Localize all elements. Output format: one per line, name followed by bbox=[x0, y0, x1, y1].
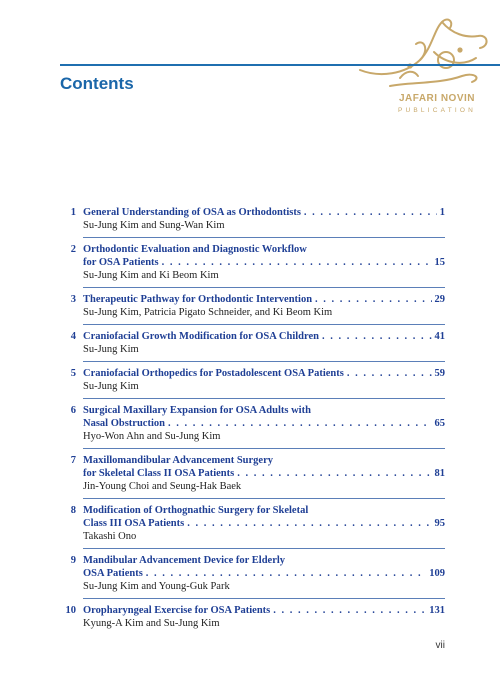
chapter-page-number[interactable]: 65 bbox=[434, 418, 445, 429]
chapter-page-number[interactable]: 29 bbox=[434, 294, 445, 305]
chapter-title-text[interactable]: Maxillomandibular Advancement Surgery bbox=[83, 455, 273, 466]
chapter-title-text[interactable]: Craniofacial Orthopedics for Postadolescent OSA Patients bbox=[83, 368, 344, 379]
dot-leader bbox=[273, 604, 426, 617]
chapter-authors: Jin-Young Choi and Seung-Hak Baek bbox=[83, 481, 242, 492]
chapter-title-line[interactable] bbox=[83, 256, 445, 269]
entry-divider bbox=[83, 398, 445, 399]
dot-leader bbox=[162, 256, 432, 269]
chapter-authors: Su-Jung Kim and Ki Beom Kim bbox=[83, 270, 219, 281]
dot-leader bbox=[146, 567, 426, 580]
chapter-title-text[interactable]: OSA Patients bbox=[83, 568, 143, 579]
chapter-title-text[interactable]: Nasal Obstruction bbox=[83, 418, 165, 429]
logo-title: JAFARI NOVIN bbox=[398, 93, 475, 104]
chapter-authors: Su-Jung Kim and Sung-Wan Kim bbox=[83, 220, 225, 231]
chapter-title-line[interactable] bbox=[83, 467, 445, 480]
chapter-title-text[interactable]: Class III OSA Patients bbox=[83, 518, 185, 529]
toc-entry[interactable] bbox=[60, 330, 445, 356]
chapter-authors: Su-Jung Kim bbox=[83, 344, 139, 355]
toc-entry[interactable] bbox=[60, 554, 445, 593]
chapter-number: 1 bbox=[70, 207, 76, 218]
chapter-number: 5 bbox=[70, 368, 76, 379]
entry-divider bbox=[83, 498, 445, 499]
chapter-title-line[interactable] bbox=[83, 454, 445, 467]
publisher-logo bbox=[350, 8, 500, 128]
chapter-number: 10 bbox=[65, 605, 76, 616]
chapter-title-line[interactable] bbox=[83, 417, 445, 430]
chapter-title-text[interactable]: Orthodontic Evaluation and Diagnostic Workflow bbox=[83, 244, 307, 255]
chapter-title-text[interactable]: Therapeutic Pathway for Orthodontic Intervention bbox=[83, 294, 313, 305]
chapter-title-line[interactable] bbox=[83, 567, 445, 580]
toc-entry[interactable] bbox=[60, 367, 445, 393]
toc-entry[interactable] bbox=[60, 243, 445, 282]
chapter-title-text[interactable]: for OSA Patients bbox=[83, 257, 159, 268]
chapter-number: 9 bbox=[70, 555, 76, 566]
toc-entry[interactable] bbox=[60, 404, 445, 443]
entry-divider bbox=[83, 237, 445, 238]
entry-divider bbox=[83, 324, 445, 325]
chapter-page-number[interactable]: 109 bbox=[429, 568, 445, 579]
chapter-page-number[interactable]: 59 bbox=[434, 368, 445, 379]
chapter-title-text[interactable]: Oropharyngeal Exercise for OSA Patients bbox=[83, 605, 271, 616]
chapter-number: 7 bbox=[70, 455, 76, 466]
chapter-number: 3 bbox=[70, 294, 76, 305]
chapter-number: 8 bbox=[70, 505, 76, 516]
chapter-number: 4 bbox=[70, 331, 76, 342]
chapter-title-line[interactable] bbox=[83, 604, 445, 617]
chapter-title-line[interactable] bbox=[83, 504, 445, 517]
logo-subtitle: PUBLICATION bbox=[397, 107, 477, 114]
entry-divider bbox=[83, 548, 445, 549]
entry-divider bbox=[83, 287, 445, 288]
chapter-title-line[interactable] bbox=[83, 554, 445, 567]
chapter-title-line[interactable] bbox=[83, 517, 445, 530]
chapter-authors: Su-Jung Kim and Young-Guk Park bbox=[83, 581, 230, 592]
dot-leader bbox=[347, 367, 432, 380]
dot-leader bbox=[315, 293, 431, 306]
chapter-authors: Hyo-Won Ahn and Su-Jung Kim bbox=[83, 431, 221, 442]
chapter-title-text[interactable]: Surgical Maxillary Expansion for OSA Adults with bbox=[83, 405, 311, 416]
chapter-authors: Su-Jung Kim, Patricia Pigato Schneider, and Ki Beom Kim bbox=[83, 307, 333, 318]
entry-divider bbox=[83, 361, 445, 362]
chapter-authors: Su-Jung Kim bbox=[83, 381, 139, 392]
dot-leader bbox=[304, 206, 437, 219]
table-of-contents bbox=[60, 206, 445, 630]
chapter-page-number[interactable]: 95 bbox=[434, 518, 445, 529]
dot-leader bbox=[187, 517, 431, 530]
entry-divider bbox=[83, 598, 445, 599]
chapter-title-line[interactable] bbox=[83, 367, 445, 380]
chapter-authors: Takashi Ono bbox=[83, 531, 137, 542]
chapter-title-text[interactable]: General Understanding of OSA as Orthodontists bbox=[83, 207, 301, 218]
chapter-page-number[interactable]: 81 bbox=[434, 468, 445, 479]
toc-entry[interactable] bbox=[60, 293, 445, 319]
chapter-title-text[interactable]: Modification of Orthognathic Surgery for Skeletal bbox=[83, 505, 309, 516]
chapter-title-line[interactable] bbox=[83, 404, 445, 417]
chapter-title-text[interactable]: Mandibular Advancement Device for Elderly bbox=[83, 555, 286, 566]
page-title: Contents bbox=[60, 74, 134, 93]
entry-divider bbox=[83, 448, 445, 449]
chapter-title-line[interactable] bbox=[83, 243, 445, 256]
chapter-title-line[interactable] bbox=[83, 330, 445, 343]
toc-entry[interactable] bbox=[60, 504, 445, 543]
chapter-title-line[interactable] bbox=[83, 293, 445, 306]
dot-leader bbox=[237, 467, 431, 480]
dot-leader bbox=[168, 417, 432, 430]
chapter-title-text[interactable]: for Skeletal Class II OSA Patients bbox=[83, 468, 235, 479]
chapter-page-number[interactable]: 1 bbox=[439, 207, 445, 218]
chapter-page-number[interactable]: 41 bbox=[434, 331, 445, 342]
dot-leader bbox=[322, 330, 432, 343]
chapter-page-number[interactable]: 15 bbox=[434, 257, 445, 268]
toc-entry[interactable] bbox=[60, 454, 445, 493]
header-rule bbox=[60, 64, 500, 66]
toc-entry[interactable] bbox=[60, 206, 445, 232]
toc-entry[interactable] bbox=[60, 604, 445, 630]
chapter-number: 2 bbox=[70, 244, 76, 255]
chapter-title-text[interactable]: Craniofacial Growth Modification for OSA Children bbox=[83, 331, 319, 342]
chapter-title-line[interactable] bbox=[83, 206, 445, 219]
chapter-authors: Kyung-A Kim and Su-Jung Kim bbox=[83, 618, 220, 629]
chapter-number: 6 bbox=[70, 405, 76, 416]
page-number: vii bbox=[435, 640, 445, 651]
ornamental-crown-icon bbox=[350, 8, 500, 98]
chapter-page-number[interactable]: 131 bbox=[429, 605, 445, 616]
